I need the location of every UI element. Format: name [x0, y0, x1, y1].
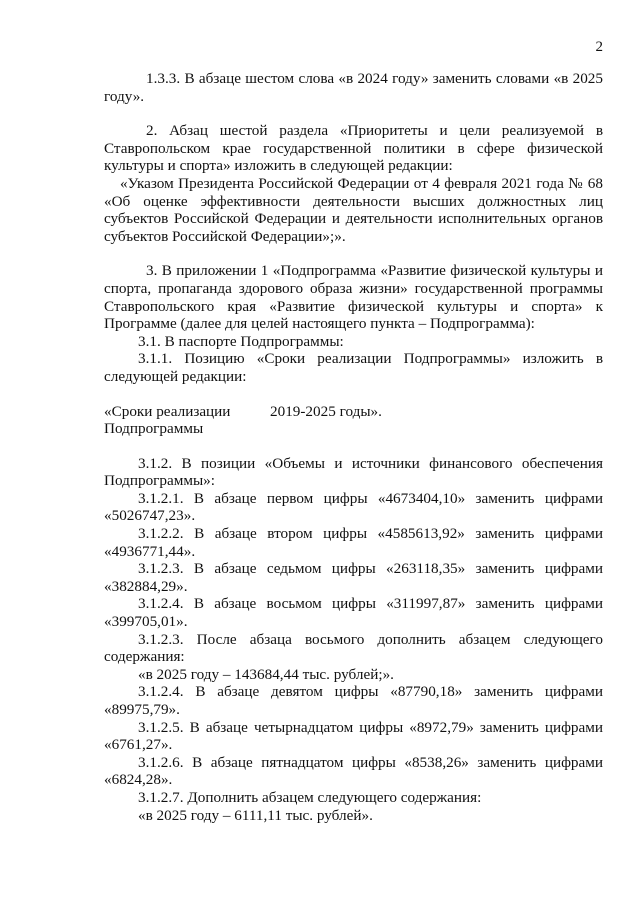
paragraph-3-1-1: 3.1.1. Позицию «Сроки реализации Подпрограммы» изложить в следующей редакции:: [104, 350, 603, 385]
quote-2025-b: «в 2025 году – 6111,11 тыс. рублей».: [138, 806, 373, 824]
paragraph-3-1-2-1: 3.1.2.1. В абзаце первом цифры «4673404,10» заменить цифрами «5026747,23».: [104, 489, 603, 525]
paragraph-3-1-2-3: 3.1.2.3. В абзаце седьмом цифры «263118,35» заменить цифрами «382884,29».: [104, 560, 603, 595]
paragraph-3-1-2-4: 3.1.2.4. В абзаце восьмом цифры «311997,87» заменить цифрами «399705,01».: [104, 595, 603, 631]
term-block: [104, 403, 603, 438]
paragraph-3-1-2-7: 3.1.2.7. Дополнить абзацем следующего содержания:: [138, 788, 482, 806]
quote-2025-a: «в 2025 году – 143684,44 тыс. рублей;».: [138, 665, 394, 683]
paragraph-3-1-2-5: 3.1.2.5. В абзаце четырнадцатом цифры «8972,79» заменить цифрами «6761,27».: [104, 718, 603, 754]
paragraph-3-1-2-3b: 3.1.2.3. После абзаца восьмого дополнить абзацем следующего содержания:: [104, 630, 603, 666]
paragraph-2-quote: «Указом Президента Российской Федерации от 4 февраля 2021 года № 68 «Об оценке эффективности деятельности высших должностных лиц субъектов Российской Федерации и деятельности исполнительных органов субъектов Российской Федерации»;».: [104, 174, 603, 245]
paragraph-3-1-2-4b: 3.1.2.4. В абзаце девятом цифры «87790,18» заменить цифрами «89975,79».: [104, 683, 603, 718]
term-value: 2019-2025 годы».: [270, 402, 382, 420]
paragraph-3: 3. В приложении 1 «Подпрограмма «Развитие физической культуры и спорта, пропаганда здорового образа жизни» государственной программы Ставропольского края «Развитие физической культуры и спорта» к Программе (далее для целей настоящего пункта – Подпрограмма):: [104, 262, 603, 333]
document-body: [104, 70, 603, 824]
paragraph-3-1-2-2: 3.1.2.2. В абзаце втором цифры «4585613,92» заменить цифрами «4936771,44».: [104, 525, 603, 560]
paragraph-3-1-2: 3.1.2. В позиции «Объемы и источники финансового обеспечения Подпрограммы»:: [104, 454, 603, 490]
paragraph-2: 2. Абзац шестой раздела «Приоритеты и цели реализуемой в Ставропольском крае государственной политики в сфере физической культуры и спорта» изложить в следующей редакции:: [104, 122, 603, 175]
term-label: «Сроки реализации Подпрограммы: [104, 402, 231, 438]
paragraph-3-1: 3.1. В паспорте Подпрограммы:: [138, 332, 344, 350]
page-number: 2: [595, 39, 603, 55]
paragraph-1-3-3: 1.3.3. В абзаце шестом слова «в 2024 году» заменить словами «в 2025 году».: [104, 70, 603, 105]
paragraph-3-1-2-6: 3.1.2.6. В абзаце пятнадцатом цифры «8538,26» заменить цифрами «6824,28».: [104, 753, 603, 789]
